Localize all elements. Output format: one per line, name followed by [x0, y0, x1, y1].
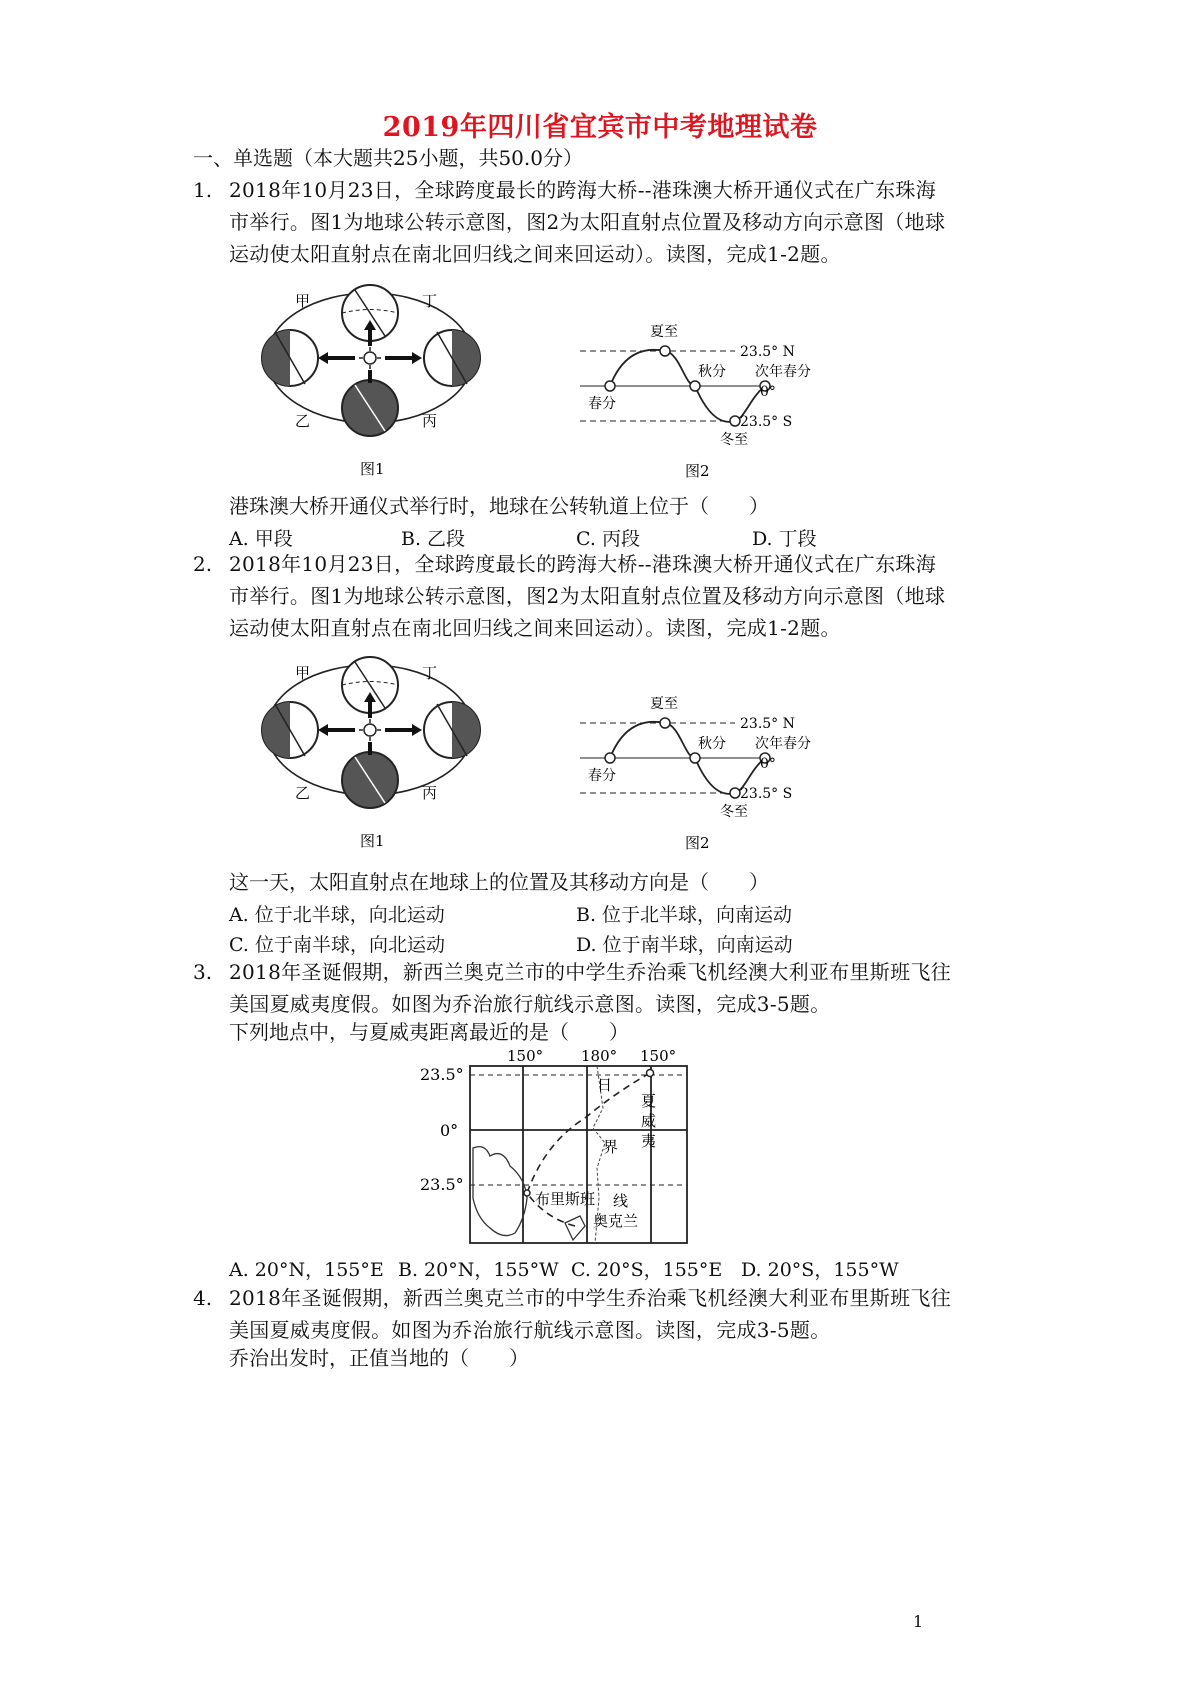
fig2-label-autumn: 秋分: [698, 736, 726, 752]
q1-option-b[interactable]: B. 乙段: [401, 528, 466, 550]
fig1-label-ding: 丁: [422, 292, 438, 310]
section-heading: 一、单选题（本大题共25小题，共50.0分）: [193, 146, 583, 170]
q2-stem-line: 2018年10月23日，全球跨度最长的跨海大桥--港珠澳大桥开通仪式在广东珠海: [229, 552, 937, 576]
map-lat-top: 23.5°: [420, 1065, 464, 1084]
map-lon-150-right: 150°: [640, 1048, 677, 1065]
map-lon-150-left: 150°: [507, 1048, 544, 1065]
fig1-label-jia: 甲: [295, 664, 311, 682]
map-dateline-char: 日: [597, 1076, 613, 1094]
fig1-label-jia: 甲: [295, 292, 311, 310]
q3-question: 下列地点中，与夏威夷距离最近的是（ ）: [229, 1020, 629, 1044]
map-dateline-char: 线: [613, 1192, 629, 1210]
fig2-label-autumn: 秋分: [698, 364, 726, 380]
fig2-label-s: 23.5° S: [740, 786, 793, 802]
q2-stem: [229, 548, 1029, 644]
q1-stem: [229, 174, 1029, 270]
fig1-label-yi: 乙: [295, 784, 311, 802]
q3-option-d[interactable]: D. 20°S，155°W: [741, 1259, 899, 1281]
q4-stem-line: 美国夏威夷度假。如图为乔治旅行航线示意图。读图，完成3-5题。: [229, 1318, 831, 1342]
fig2-label-summer: 夏至: [650, 324, 678, 340]
fig2-label-summer: 夏至: [650, 696, 678, 712]
fig2-label-winter: 冬至: [720, 432, 748, 448]
page-title: 2019年四川省宜宾市中考地理试卷: [382, 112, 818, 143]
q2-option-d[interactable]: D. 位于南半球，向南运动: [576, 934, 793, 956]
fig1-orbit-diagram: [240, 268, 540, 483]
q2-stem-line: 市举行。图1为地球公转示意图，图2为太阳直射点位置及移动方向示意图（地球: [229, 584, 946, 608]
map-lat-bot: 23.5°: [420, 1175, 464, 1194]
q3-option-b[interactable]: B. 20°N，155°W: [398, 1259, 559, 1281]
fig2-caption: 图2: [685, 834, 710, 852]
fig2-label-winter: 冬至: [720, 804, 748, 820]
fig2-label-n: 23.5° N: [740, 716, 795, 732]
q1-number: 1.: [193, 178, 213, 202]
map-hawaii-char: 威: [641, 1112, 657, 1130]
q3-number: 3.: [193, 960, 213, 984]
q1-option-c[interactable]: C. 丙段: [576, 528, 640, 550]
map-lon-180: 180°: [581, 1048, 618, 1065]
q2-option-b[interactable]: B. 位于北半球，向南运动: [576, 904, 793, 926]
fig2-direct-sun-diagram-repeat: [570, 680, 840, 855]
q3-stem-line: 2018年圣诞假期，新西兰奥克兰市的中学生乔治乘飞机经澳大利亚布里斯班飞往: [229, 960, 951, 984]
map-hawaii-char: 夏: [641, 1092, 657, 1110]
q4-question: 乔治出发时，正值当地的（ ）: [229, 1346, 529, 1370]
map-dateline-char: 界: [603, 1138, 619, 1156]
fig1-label-bing: 丙: [422, 784, 438, 802]
fig2-label-next-spring: 次年春分: [755, 364, 811, 380]
q2-question: 这一天，太阳直射点在地球上的位置及其移动方向是（ ）: [229, 870, 769, 894]
q2-option-a[interactable]: A. 位于北半球，向北运动: [229, 904, 445, 926]
fig1-caption: 图1: [360, 832, 385, 850]
q4-stem-line: 2018年圣诞假期，新西兰奥克兰市的中学生乔治乘飞机经澳大利亚布里斯班飞往: [229, 1286, 951, 1310]
fig1-orbit-diagram-repeat: [240, 640, 540, 855]
q2-number: 2.: [193, 552, 213, 576]
q3-stem: [229, 956, 1029, 1020]
route-map: [415, 1048, 695, 1248]
q1-option-a[interactable]: A. 甲段: [229, 528, 293, 550]
map-hawaii-char: 夷: [641, 1132, 657, 1150]
fig2-label-spring: 春分: [588, 396, 616, 412]
q4-stem: [229, 1282, 1029, 1346]
fig2-label-spring: 春分: [588, 768, 616, 784]
fig1-label-yi: 乙: [295, 412, 311, 430]
q3-option-a[interactable]: A. 20°N，155°E: [229, 1259, 384, 1281]
map-auckland-label: 奥克兰: [593, 1212, 639, 1230]
map-brisbane-label: 布里斯班: [535, 1190, 596, 1208]
q1-stem-line: 市举行。图1为地球公转示意图，图2为太阳直射点位置及移动方向示意图（地球: [229, 210, 946, 234]
fig2-label-eq: 0°: [760, 756, 776, 772]
q1-stem-line: 2018年10月23日，全球跨度最长的跨海大桥--港珠澳大桥开通仪式在广东珠海: [229, 178, 937, 202]
q4-number: 4.: [193, 1286, 213, 1310]
fig2-label-n: 23.5° N: [740, 344, 795, 360]
fig1-label-ding: 丁: [422, 664, 438, 682]
q1-option-d[interactable]: D. 丁段: [752, 528, 817, 550]
fig2-label-eq: 0°: [760, 384, 776, 400]
map-lat-eq: 0°: [440, 1121, 459, 1140]
q1-question: 港珠澳大桥开通仪式举行时，地球在公转轨道上位于（ ）: [229, 494, 769, 518]
q3-stem-line: 美国夏威夷度假。如图为乔治旅行航线示意图。读图，完成3-5题。: [229, 992, 831, 1016]
page-number: 1: [913, 1612, 924, 1631]
q2-stem-line: 运动使太阳直射点在南北回归线之间来回运动）。读图，完成1-2题。: [229, 616, 841, 640]
fig1-label-bing: 丙: [422, 412, 438, 430]
q3-option-c[interactable]: C. 20°S，155°E: [571, 1259, 723, 1281]
fig2-direct-sun-diagram: [570, 308, 840, 483]
fig2-label-next-spring: 次年春分: [755, 736, 811, 752]
fig2-caption: 图2: [685, 462, 710, 480]
q1-stem-line: 运动使太阳直射点在南北回归线之间来回运动）。读图，完成1-2题。: [229, 242, 841, 266]
fig2-label-s: 23.5° S: [740, 414, 793, 430]
fig1-caption: 图1: [360, 460, 385, 478]
q2-option-c[interactable]: C. 位于南半球，向北运动: [229, 934, 445, 956]
